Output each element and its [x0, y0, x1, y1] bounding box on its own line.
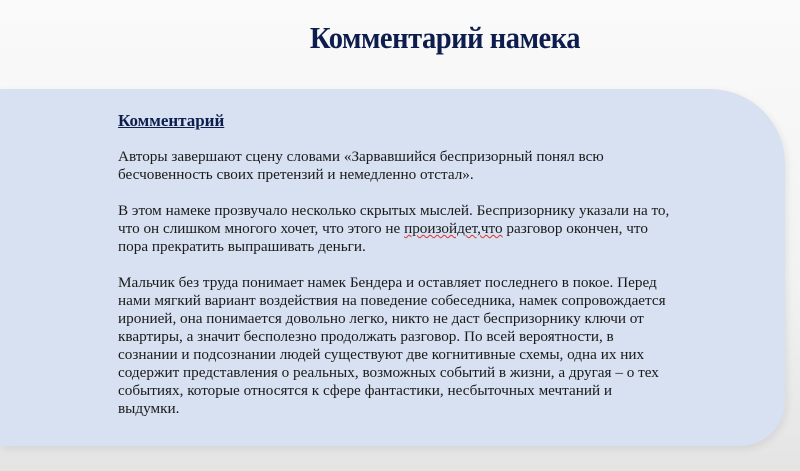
text-line: содержит представления о реальных, возможных событий в жизни, а другая – о тех	[118, 364, 659, 381]
text-line: иронией, она понимается довольно легко, никто не даст беспризорнику ключи от	[118, 310, 644, 327]
slide-body	[118, 112, 738, 436]
slide-title: Комментарий намека	[309, 20, 581, 55]
text-line	[118, 220, 738, 238]
section-heading: Комментарий	[118, 111, 225, 130]
text-segment: разговор окончен, что	[502, 220, 648, 237]
text-line: сознании и подсознании людей существуют две когнитивные схемы, одна их них	[118, 346, 645, 363]
text-segment: что он слишком многого хочет, что этого не	[118, 220, 405, 237]
text-line: квартиры, а значит бесполезно продолжать разговор. По всей вероятности, в	[118, 328, 614, 345]
text-line: Мальчик без труда понимает намек Бендера и оставляет последнего в покое. Перед	[118, 274, 657, 291]
text-line: пора прекратить выпрашивать деньги.	[118, 238, 366, 255]
paragraph-3	[118, 274, 738, 418]
paragraph-2	[118, 202, 738, 256]
text-line: событиях, которые относятся к сфере фантастики, несбыточных мечтаний и	[118, 382, 613, 399]
misspelled-word[interactable]: произойдет,что	[404, 220, 503, 237]
text-line: бесчовенность своих претензий и немедленно отстал».	[118, 166, 474, 183]
text-line: выдумки.	[118, 400, 180, 417]
paragraph-1	[118, 148, 738, 184]
text-line: нами мягкий вариант воздействия на поведение собеседника, намек сопровождается	[118, 292, 666, 309]
text-line: Авторы завершают сцену словами «Зарвавшийся беспризорный понял всю	[118, 148, 604, 165]
text-line: В этом намеке прозвучало несколько скрытых мыслей. Беспризорнику указали на то,	[118, 202, 670, 219]
